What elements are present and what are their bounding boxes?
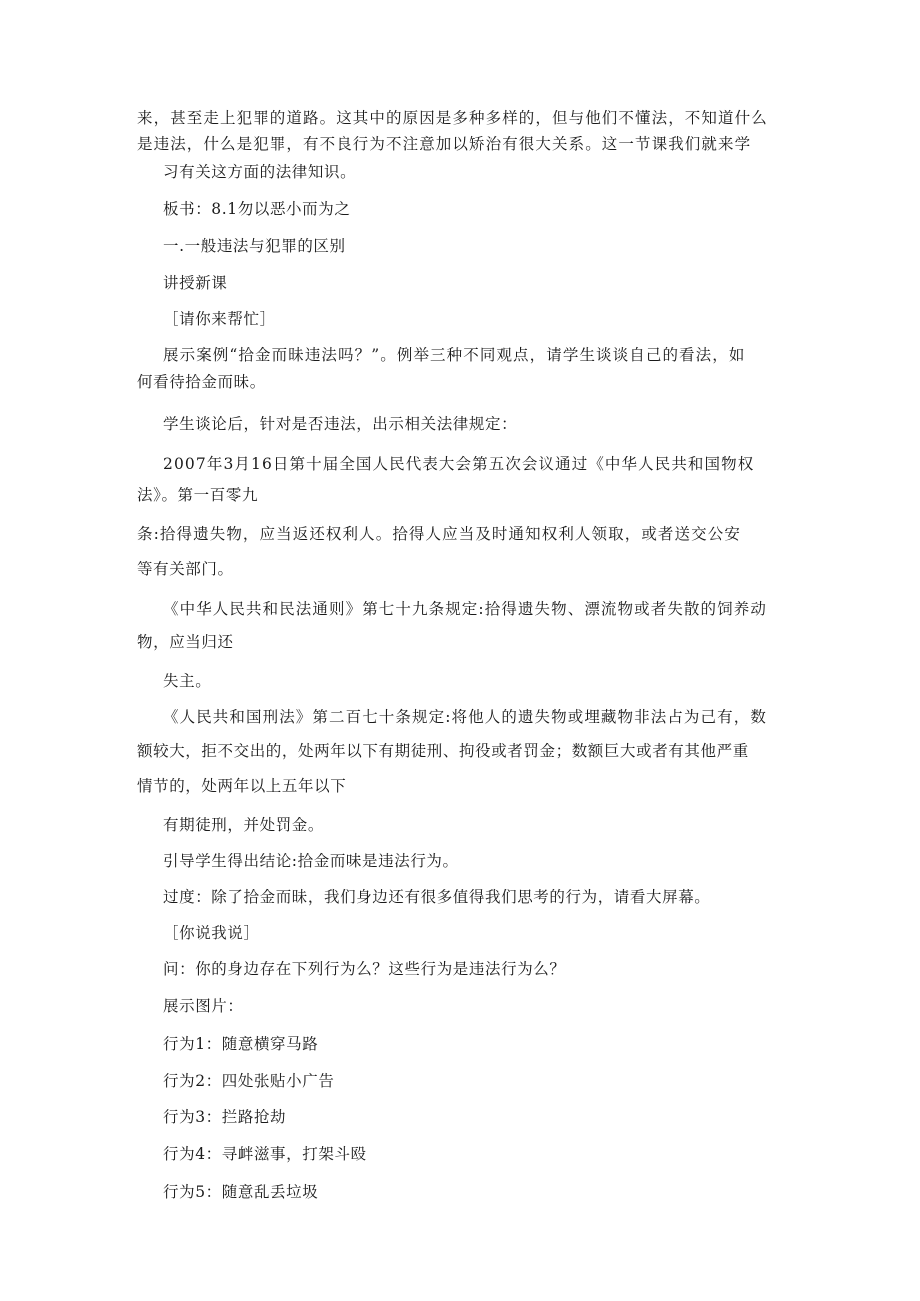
law-line-1: 2007年3月16日第十届全国人民代表大会第五次会议通过《中华人民共和国物权 bbox=[163, 455, 755, 473]
paragraph-line-case-2: 何看待拾金而昧。 bbox=[137, 373, 266, 391]
law-line-3: 条:拾得遗失物，应当返还权利人。拾得人应当及时通知权利人领取，或者送交公安 bbox=[137, 525, 741, 543]
behavior-item-3: 行为3：拦路抢劫 bbox=[163, 1108, 287, 1126]
conclusion-line: 引导学生得出结论:拾金而味是违法行为。 bbox=[163, 852, 459, 870]
law-line-4: 等有关部门。 bbox=[137, 560, 234, 578]
behavior-item-4: 行为4：寻衅滋事，打架斗殴 bbox=[163, 1145, 367, 1163]
behavior-item-1: 行为1：随意横穿马路 bbox=[163, 1035, 319, 1053]
paragraph-line-1: 来，甚至走上犯罪的道路。这其中的原因是多种多样的，但与他们不懂法，不知道什么 bbox=[137, 109, 768, 127]
civil-law-line-3: 失主。 bbox=[163, 672, 212, 690]
transition-line: 过度：除了拾金而昧，我们身边还有很多值得我们思考的行为，请看大屏幕。 bbox=[163, 888, 711, 906]
activity-label-help: ［请你来帮忙］ bbox=[163, 310, 276, 328]
criminal-law-line-3: 情节的，处两年以上五年以下 bbox=[137, 777, 347, 795]
activity-label-talk: ［你说我说］ bbox=[163, 924, 260, 942]
paragraph-line-discussion: 学生谈论后，针对是否违法，出示相关法律规定： bbox=[163, 415, 518, 433]
lesson-heading: 讲授新课 bbox=[163, 274, 228, 292]
behavior-item-2: 行为2：四处张贴小广告 bbox=[163, 1072, 335, 1090]
law-line-2: 法》。第一百零九 bbox=[137, 486, 259, 504]
criminal-law-line-4: 有期徒刑，并处罚金。 bbox=[163, 816, 325, 834]
criminal-law-line-1: 《人民共和国刑法》第二百七十条规定:将他人的遗失物或埋藏物非法占为己有，数 bbox=[163, 708, 767, 726]
show-pictures-line: 展示图片： bbox=[163, 997, 244, 1015]
behavior-item-5: 行为5：随意乱丢垃圾 bbox=[163, 1183, 319, 1201]
question-line: 问：你的身边存在下列行为么？这些行为是违法行为么？ bbox=[163, 960, 566, 978]
civil-law-line-2: 物，应当归还 bbox=[137, 633, 234, 651]
blackboard-title: 板书：8.1勿以恶小而为之 bbox=[163, 200, 351, 218]
section-heading: 一.一般违法与犯罪的区别 bbox=[163, 237, 346, 255]
paragraph-line-3: 习有关这方面的法律知识。 bbox=[163, 163, 357, 181]
paragraph-line-2: 是违法，什么是犯罪，有不良行为不注意加以矫治有很大关系。这一节课我们就来学 bbox=[137, 135, 752, 153]
criminal-law-line-2: 额较大，拒不交出的，处两年以下有期徒刑、拘役或者罚金；数额巨大或者有其他严重 bbox=[137, 742, 749, 760]
paragraph-line-case-1: 展示案例“拾金而昧违法吗？”。例举三种不同观点，请学生谈谈自己的看法，如 bbox=[163, 346, 746, 364]
civil-law-line-1: 《中华人民共和民法通则》第七十九条规定:拾得遗失物、漂流物或者失散的饲养动 bbox=[163, 600, 767, 618]
